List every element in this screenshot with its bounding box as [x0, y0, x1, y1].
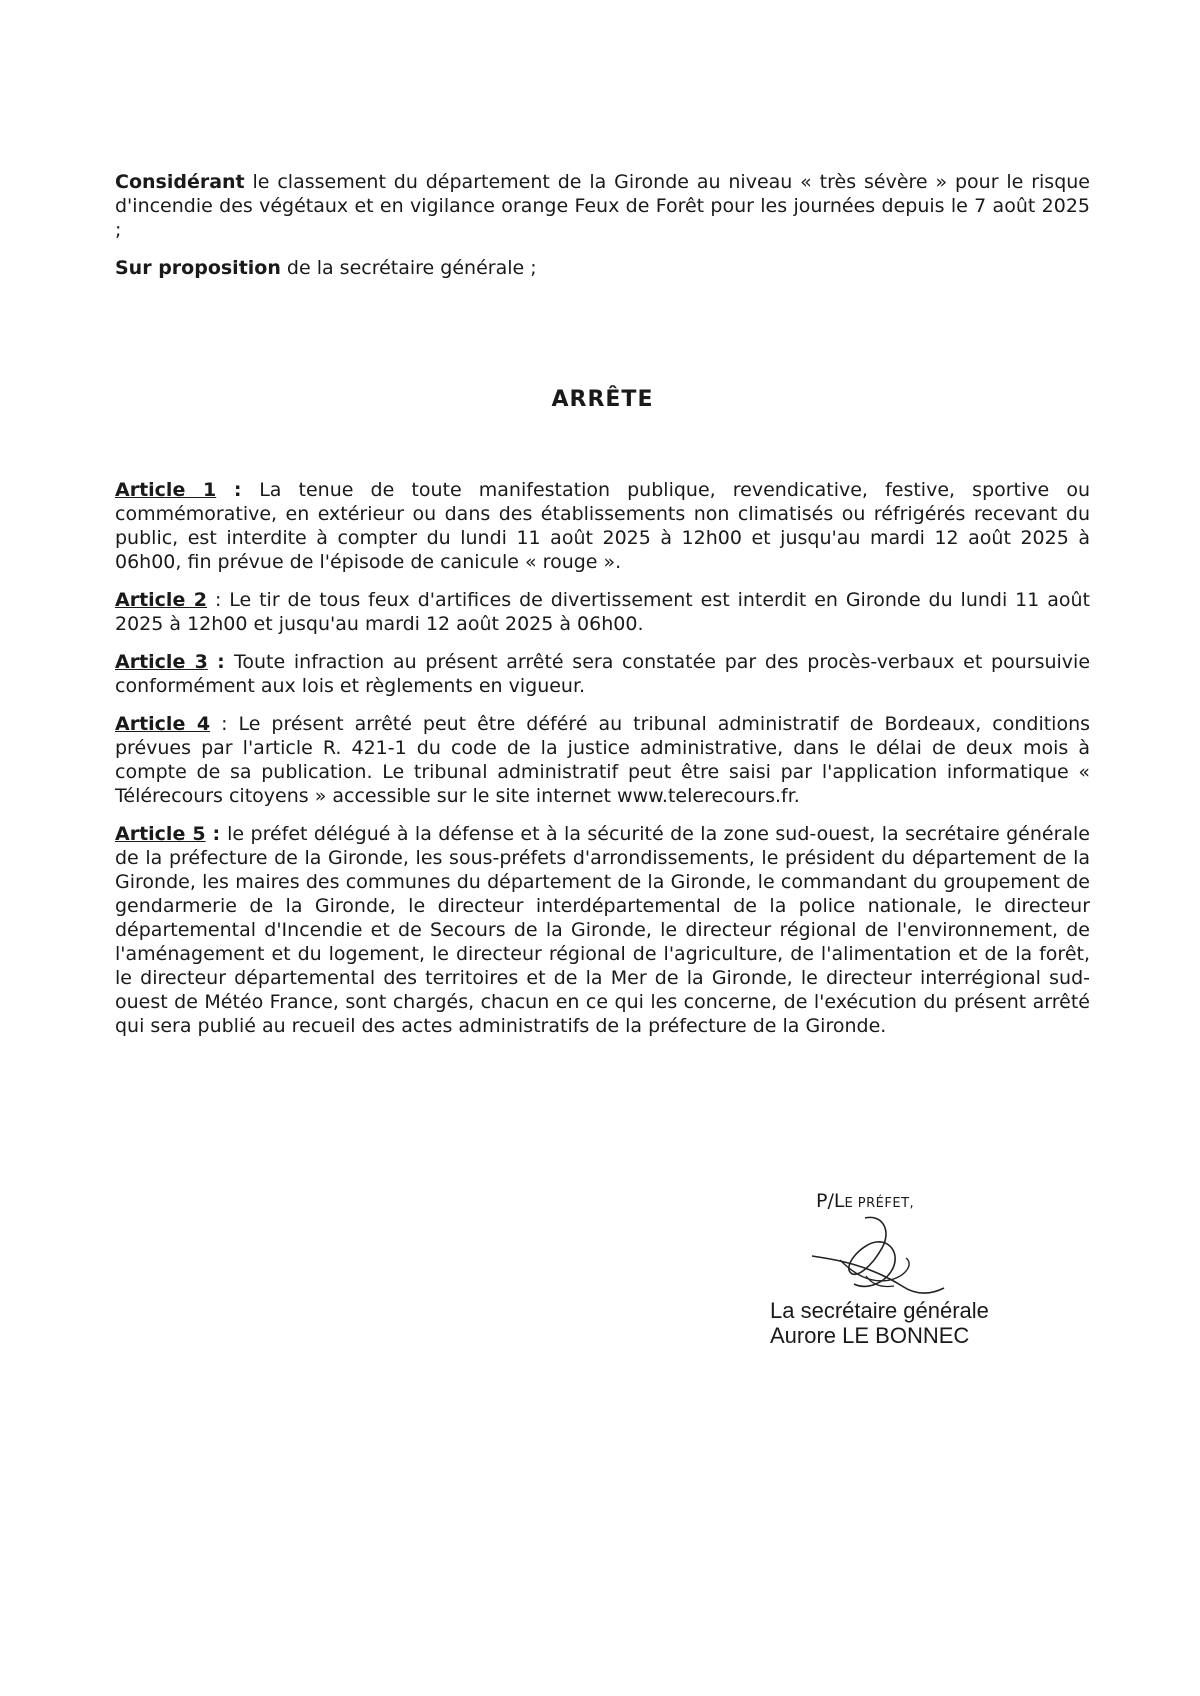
proposition-text: de la secrétaire générale ;: [280, 257, 537, 279]
handwritten-signature: [810, 1214, 950, 1304]
considerant-lead: Considérant: [115, 171, 245, 193]
considerant-paragraph: [115, 170, 1090, 242]
article-1: [115, 478, 1090, 574]
article-1-sep: :: [216, 479, 260, 501]
signature-prefix-main: P/L: [816, 1190, 845, 1212]
article-3-sep: :: [207, 651, 235, 673]
article-4-sep: :: [210, 713, 239, 735]
signatory-role: La secrétaire générale: [770, 1298, 989, 1323]
article-1-text: La tenue de toute manifestation publique, revendicative, festive, sportive ou commémorative, en extérieur ou dans des établissements non climatisés ou réfrigérés recevant du public, est interdite à compter du lundi 11 août 2025 à 12h00 et jusqu'au mardi 12 août 2025 à 06h00, fin prévue de l'épisode de canicule « rouge ».: [115, 479, 1090, 573]
article-4-text: Le présent arrêté peut être déféré au tribunal administratif de Bordeaux, conditions prévues par l'article R. 421-1 du code de la justice administrative, dans le délai de deux mois à compte de sa publication. Le tribunal administratif peut être saisi par l'application informatique « Télérecours citoyens » accessible sur le site internet www.telerecours.fr.: [115, 713, 1091, 807]
signature-prefix-small: E PRÉFET,: [844, 1196, 915, 1211]
article-2-text: Le tir de tous feux d'artifices de divertissement est interdit en Gironde du lundi 11 août 2025 à 12h00 et jusqu'au mardi 12 août 2025 à 06h00.: [115, 589, 1091, 635]
article-2-label: Article 2: [115, 589, 208, 611]
article-3-label: Article 3: [115, 651, 208, 673]
signatory: [770, 1298, 989, 1348]
article-2: [115, 588, 1090, 636]
article-5-sep: :: [205, 823, 228, 845]
proposition-lead: Sur proposition: [115, 257, 281, 279]
article-5-label: Article 5: [115, 823, 206, 845]
article-3-text: Toute infraction au présent arrêté sera constatée par des procès-verbaux et poursuivie conformément aux lois et règlements en vigueur.: [115, 651, 1091, 697]
decree-title: ARRÊTE: [551, 387, 654, 412]
article-5-text: le préfet délégué à la défense et à la sécurité de la zone sud-ouest, la secrétaire générale de la préfecture de la Gironde, les sous-préfets d'arrondissements, le président du département de la Gironde, les maires des communes du département de la Gironde, le commandant du groupement de gendarmerie de la Gironde, le directeur interdépartemental de la police nationale, le directeur départemental d'Incendie et de Secours de la Gironde, le directeur régional de l'environnement, de l'aménagement et du logement, le directeur régional de l'agriculture, de l'alimentation et de la forêt, le directeur départemental des territoires et de la Mer de la Gironde, le directeur interrégional sud-ouest de Météo France, sont chargés, chacun en ce qui les concerne, de l'exécution du présent arrêté qui sera publié au recueil des actes administratifs de la préfecture de la Gironde.: [115, 823, 1090, 1037]
article-1-label: Article 1: [115, 479, 217, 501]
signature-prefix: [816, 1190, 914, 1212]
proposition-paragraph: [115, 256, 1090, 280]
article-4: [115, 712, 1090, 808]
considerant-text: le classement du département de la Gironde au niveau « très sévère » pour le risque d'incendie des végétaux et en vigilance orange Feux de Forêt pour les journées depuis le 7 août 2025 ;: [115, 171, 1090, 241]
article-4-label: Article 4: [115, 713, 211, 735]
article-5: [115, 822, 1090, 1038]
article-3: [115, 650, 1090, 698]
document-body: [115, 170, 1090, 1052]
signatory-name: Aurore LE BONNEC: [770, 1323, 970, 1348]
article-2-sep: :: [207, 589, 230, 611]
